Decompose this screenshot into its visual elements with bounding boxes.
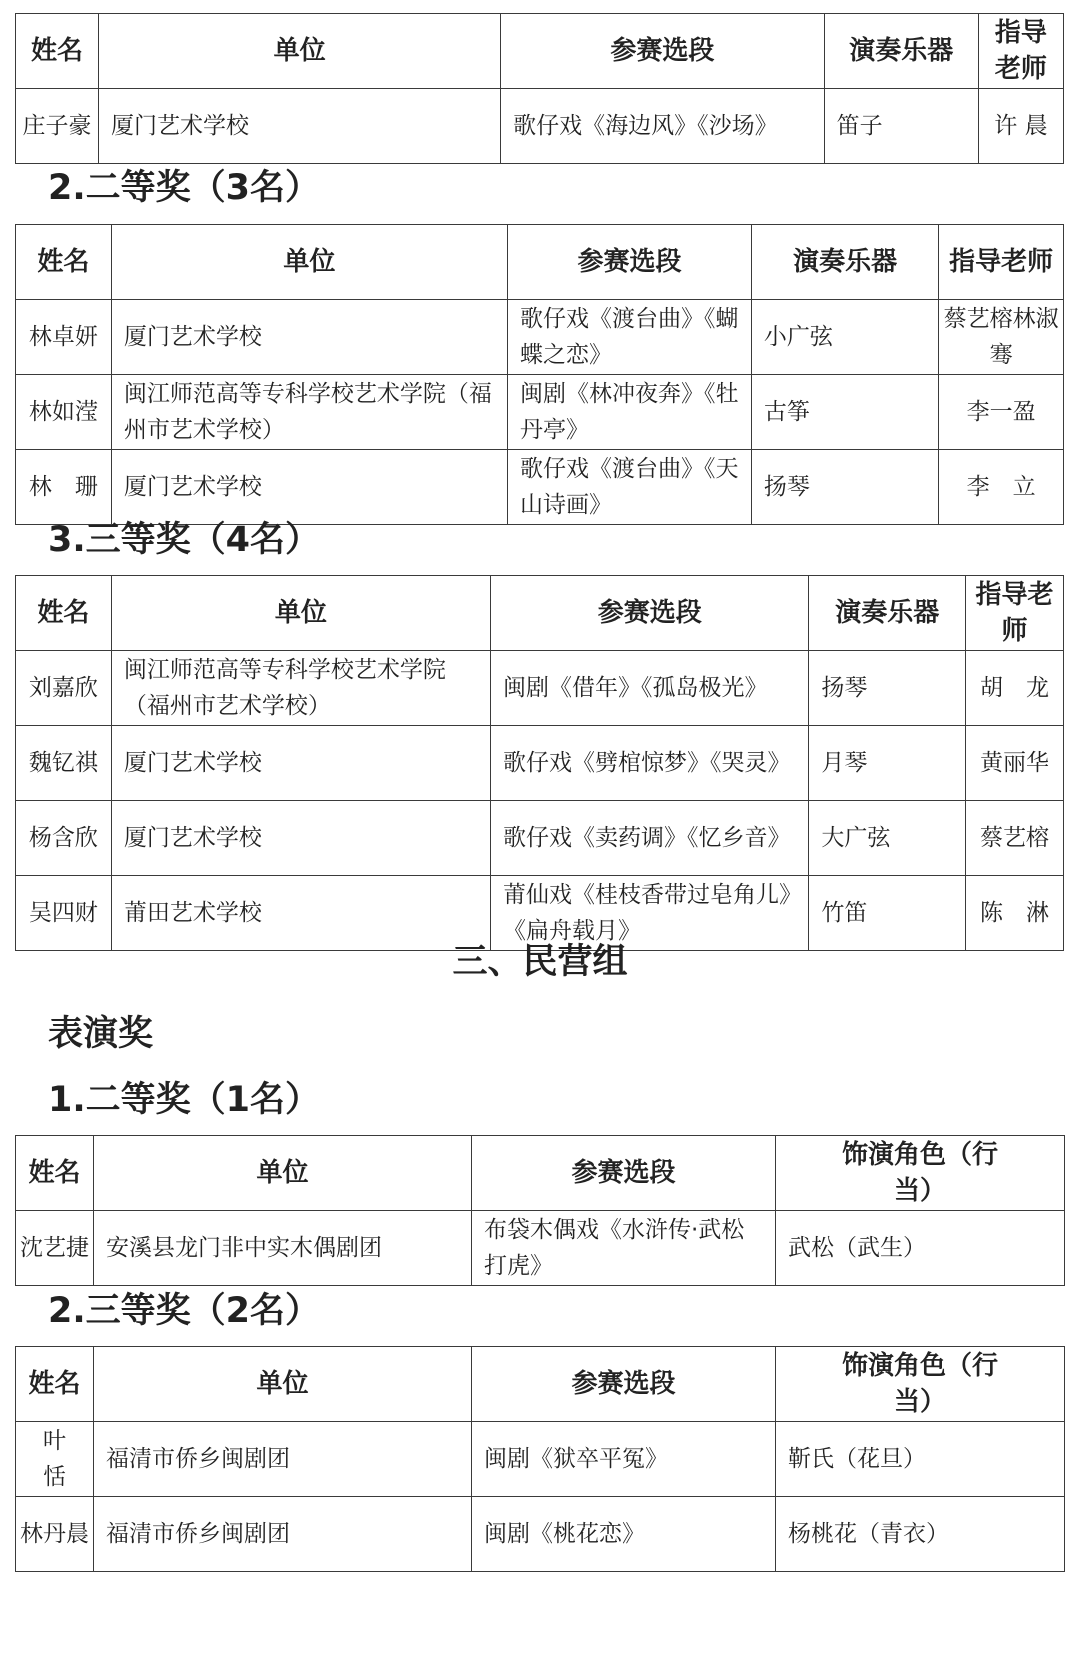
cell-piece: 歌仔戏《渡台曲》《天山诗画》 (508, 450, 752, 525)
header-unit: 单位 (111, 576, 490, 651)
table-header-row (16, 14, 1064, 89)
cell-piece: 莆仙戏《桂枝香带过皂角儿》《扁舟载月》 (490, 876, 808, 951)
cell-role: 杨桃花（青衣） (776, 1497, 1065, 1572)
cell-teacher: 胡 龙 (965, 651, 1063, 726)
table-row (16, 1422, 1065, 1497)
table-row (16, 375, 1064, 450)
cell-name: 林丹晨 (16, 1497, 94, 1572)
private-group-heading: 三、民营组 (452, 942, 628, 982)
cell-instrument: 月琴 (809, 726, 966, 801)
second-prize-heading: 2.二等奖（3名） (48, 168, 321, 208)
cell-teacher: 李一盈 (939, 375, 1064, 450)
cell-unit: 闽江师范高等专科学校艺术学院（福州市艺术学校） (111, 375, 507, 450)
header-teacher: 指导老师 (939, 225, 1064, 300)
header-name: 姓名 (16, 576, 112, 651)
cell-unit: 安溪县龙门非中实木偶剧团 (94, 1211, 472, 1286)
cell-teacher: 许 晨 (978, 89, 1063, 164)
header-unit: 单位 (98, 14, 500, 89)
cell-instrument: 扬琴 (751, 450, 938, 525)
cell-piece: 布袋木偶戏《水浒传·武松打虎》 (472, 1211, 776, 1286)
header-piece: 参赛选段 (472, 1136, 776, 1211)
header-name: 姓名 (16, 1347, 94, 1422)
cell-name: 吴四财 (16, 876, 112, 951)
cell-teacher: 李 立 (939, 450, 1064, 525)
header-teacher: 指导老师 (978, 14, 1063, 89)
header-unit: 单位 (94, 1136, 472, 1211)
top-award-table (15, 13, 1064, 164)
cell-piece: 闽剧《狱卒平冤》 (472, 1422, 776, 1497)
header-instrument: 演奏乐器 (824, 14, 978, 89)
header-name: 姓名 (16, 225, 112, 300)
cell-name: 庄子豪 (16, 89, 99, 164)
cell-role: 靳氏（花旦） (776, 1422, 1065, 1497)
second-prize-table (15, 224, 1064, 525)
table-row (16, 1497, 1065, 1572)
cell-teacher: 陈 淋 (965, 876, 1063, 951)
table-row (16, 450, 1064, 525)
cell-instrument: 小广弦 (751, 300, 938, 375)
header-unit: 单位 (94, 1347, 472, 1422)
private-second-prize-heading: 1.二等奖（1名） (48, 1080, 321, 1120)
cell-unit: 厦门艺术学校 (111, 300, 507, 375)
header-instrument: 演奏乐器 (751, 225, 938, 300)
table-row (16, 1211, 1065, 1286)
cell-unit: 厦门艺术学校 (111, 726, 490, 801)
header-role: 饰演角色（行当） (776, 1347, 1065, 1422)
private-third-prize-heading: 2.三等奖（2名） (48, 1291, 321, 1331)
table-row (16, 726, 1064, 801)
cell-name: 林 珊 (16, 450, 112, 525)
cell-piece: 歌仔戏《海边风》《沙场》 (501, 89, 824, 164)
header-unit: 单位 (111, 225, 507, 300)
cell-unit: 福清市侨乡闽剧团 (94, 1422, 472, 1497)
cell-unit: 莆田艺术学校 (111, 876, 490, 951)
cell-piece: 闽剧《借年》《孤岛极光》 (490, 651, 808, 726)
table-row (16, 89, 1064, 164)
cell-unit: 厦门艺术学校 (98, 89, 500, 164)
table-header-row (16, 576, 1064, 651)
cell-unit: 厦门艺术学校 (111, 450, 507, 525)
cell-name: 沈艺捷 (16, 1211, 94, 1286)
cell-piece: 闽剧《林冲夜奔》《牡丹亭》 (508, 375, 752, 450)
table-header-row (16, 225, 1064, 300)
header-piece: 参赛选段 (490, 576, 808, 651)
performance-award-heading: 表演奖 (48, 1014, 154, 1054)
header-role: 饰演角色（行当） (776, 1136, 1065, 1211)
header-name: 姓名 (16, 1136, 94, 1211)
header-name: 姓名 (16, 14, 99, 89)
cell-piece: 歌仔戏《卖药调》《忆乡音》 (490, 801, 808, 876)
cell-name: 魏钇祺 (16, 726, 112, 801)
cell-instrument: 古筝 (751, 375, 938, 450)
third-prize-heading: 3.三等奖（4名） (48, 520, 321, 560)
cell-teacher: 蔡艺榕 (965, 801, 1063, 876)
table-row (16, 801, 1064, 876)
cell-name: 杨含欣 (16, 801, 112, 876)
cell-piece: 歌仔戏《渡台曲》《蝴蝶之恋》 (508, 300, 752, 375)
header-piece: 参赛选段 (508, 225, 752, 300)
cell-instrument: 笛子 (824, 89, 978, 164)
cell-piece: 歌仔戏《劈棺惊梦》《哭灵》 (490, 726, 808, 801)
cell-unit: 厦门艺术学校 (111, 801, 490, 876)
header-teacher: 指导老师 (965, 576, 1063, 651)
cell-teacher: 蔡艺榕林淑骞 (939, 300, 1064, 375)
private-third-prize-table (15, 1346, 1065, 1572)
table-header-row (16, 1347, 1065, 1422)
cell-name: 叶恬 (16, 1422, 94, 1497)
cell-instrument: 扬琴 (809, 651, 966, 726)
private-second-prize-table (15, 1135, 1065, 1286)
cell-unit: 闽江师范高等专科学校艺术学院（福州市艺术学校） (111, 651, 490, 726)
header-instrument: 演奏乐器 (809, 576, 966, 651)
third-prize-table (15, 575, 1064, 951)
cell-name: 林如滢 (16, 375, 112, 450)
cell-teacher: 黄丽华 (965, 726, 1063, 801)
cell-instrument: 大广弦 (809, 801, 966, 876)
header-piece: 参赛选段 (472, 1347, 776, 1422)
cell-name: 林卓妍 (16, 300, 112, 375)
cell-role: 武松（武生） (776, 1211, 1065, 1286)
cell-unit: 福清市侨乡闽剧团 (94, 1497, 472, 1572)
table-row (16, 651, 1064, 726)
table-header-row (16, 1136, 1065, 1211)
cell-name: 刘嘉欣 (16, 651, 112, 726)
cell-instrument: 竹笛 (809, 876, 966, 951)
header-piece: 参赛选段 (501, 14, 824, 89)
cell-piece: 闽剧《桃花恋》 (472, 1497, 776, 1572)
table-row (16, 300, 1064, 375)
